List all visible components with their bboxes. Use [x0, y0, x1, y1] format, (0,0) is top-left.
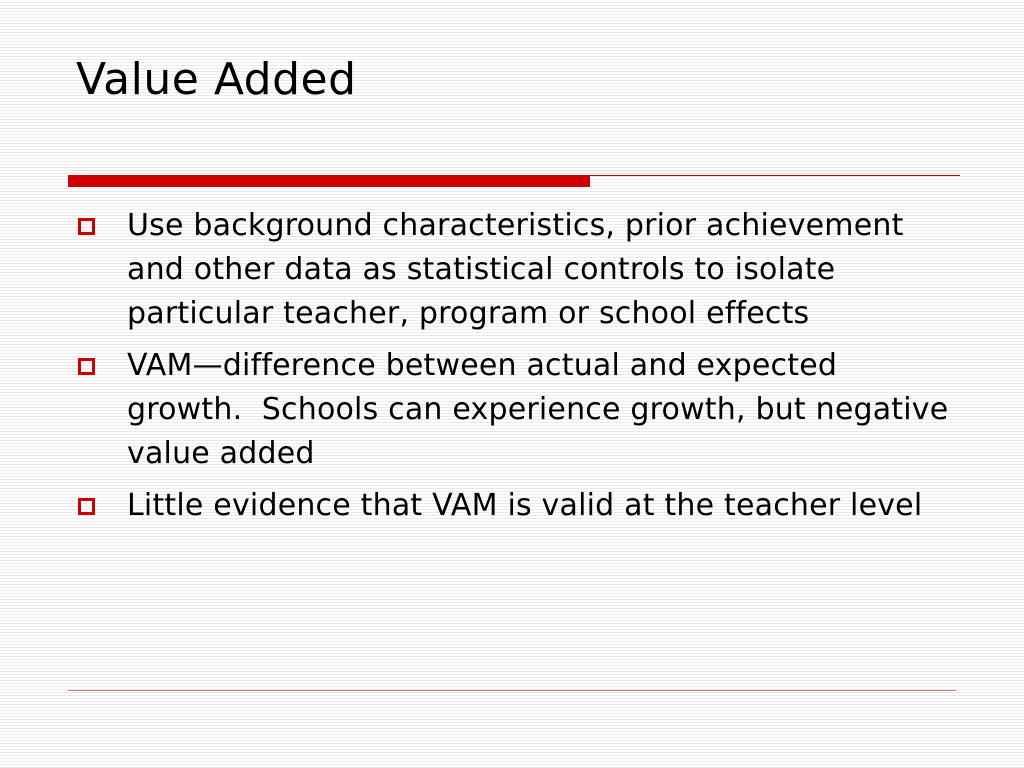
title-divider-thick [68, 175, 590, 187]
bullet-item [76, 204, 956, 336]
hollow-square-bullet-icon [78, 358, 95, 375]
bullet-text: Little evidence that VAM is valid at the teacher level [127, 488, 923, 523]
footer-divider [68, 690, 956, 691]
bullet-item [76, 344, 959, 476]
bullet-list [76, 204, 959, 536]
hollow-square-bullet-icon [78, 218, 95, 235]
bullet-item [76, 484, 956, 528]
bullet-text: VAM—difference between actual and expected growth. Schools can experience growth, but negative value added [127, 348, 959, 471]
slide-title: Value Added [76, 54, 357, 105]
hollow-square-bullet-icon [78, 498, 95, 515]
bullet-text: Use background characteristics, prior achievement and other data as statistical controls to isolate particular teacher, program or school effects [127, 208, 904, 331]
